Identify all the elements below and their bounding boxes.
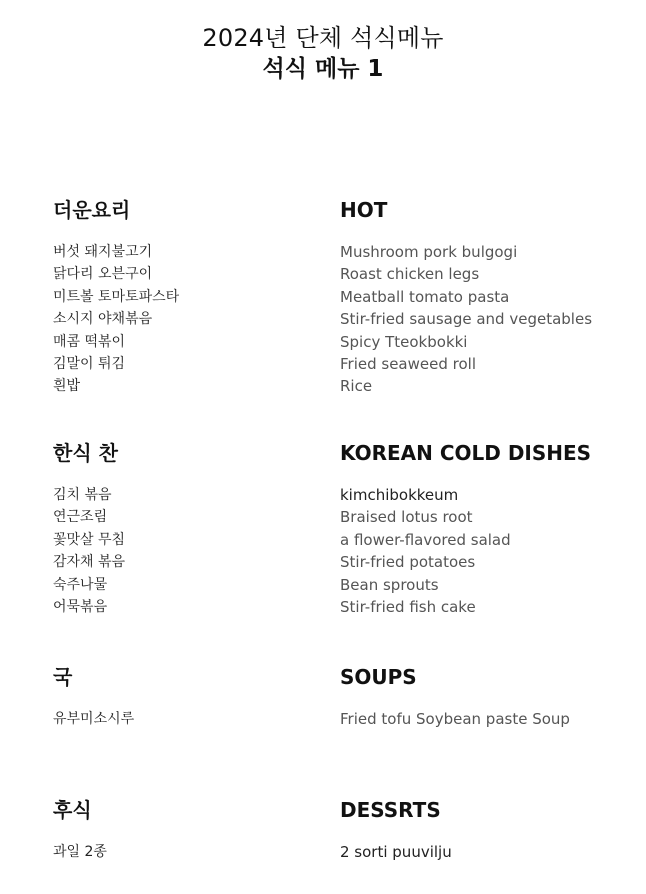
menu-item-en: Stir-fried fish cake [340,598,476,617]
item-list-en [340,484,640,618]
section-title-en: DESSRTS [340,798,441,822]
menu-item-ko: 미트볼 토마토파스타 [53,288,180,305]
english-column [340,197,640,398]
page-title: 2024년 단체 석식메뉴 [202,24,444,52]
menu-item-en: Rice [340,377,373,396]
menu-item-ko: 감자채 볶음 [53,554,126,571]
menu-item-ko: 김치 볶음 [53,487,112,503]
menu-item-ko: 닭다리 오븐구이 [53,266,153,283]
menu-item-en: kimchibokkeum [340,486,459,504]
menu-item-en: Spicy Tteokbokki [340,332,468,351]
item-list-en [340,841,640,863]
menu-item-en: Meatball tomato pasta [340,287,510,306]
menu-item-ko: 어묵볶음 [53,599,108,616]
menu-item-en: Mushroom pork bulgogi [340,243,518,261]
menu-item-ko: 버섯 돼지불고기 [53,244,153,260]
menu-item-en: Braised lotus root [340,508,473,527]
section-title-en: KOREAN COLD DISHES [340,441,592,465]
menu-item-en: Roast chicken legs [340,265,480,284]
menu-item-ko: 김말이 튀김 [53,356,126,373]
menu-item-ko: 소시지 야채볶음 [53,311,153,328]
section-title-ko: 한식 찬 [53,441,118,465]
item-list-ko [53,241,313,398]
korean-column [53,440,313,618]
korean-column [53,797,313,863]
menu-item-en: Fried seaweed roll [340,355,476,374]
menu-item-ko: 연근조림 [53,509,108,526]
english-column [340,797,640,863]
item-list-ko [53,708,313,730]
menu-item-ko: 매콤 떡볶이 [53,333,126,350]
item-list-ko [53,841,313,863]
item-list-en [340,241,640,398]
menu-item-ko: 유부미소시루 [53,711,135,727]
menu-item-ko: 과일 2종 [53,844,107,860]
menu-item-en: Stir-fried sausage and vegetables [340,310,593,329]
menu-item-en: Bean sprouts [340,575,439,594]
section-title-en: HOT [340,198,388,222]
menu-header [0,22,646,84]
menu-item-ko: 숙주나물 [53,576,108,593]
korean-column [53,197,313,398]
menu-item-ko: 꽃맛살 무침 [53,531,126,548]
korean-column [53,664,313,730]
menu-item-en: 2 sorti puuvilju [340,843,452,861]
section-title-ko: 더운요리 [53,198,131,222]
english-column [340,664,640,730]
item-list-ko [53,484,313,618]
section-title-ko: 국 [53,665,73,689]
section-title-en: SOUPS [340,665,417,689]
section-title-ko: 후식 [53,798,92,822]
menu-item-en: a flower-flavored salad [340,530,511,549]
item-list-en [340,708,640,730]
menu-item-en: Stir-fried potatoes [340,553,476,572]
page-subtitle: 석식 메뉴 1 [262,56,384,82]
english-column [340,440,640,618]
menu-item-en: Fried tofu Soybean paste Soup [340,710,570,728]
menu-item-ko: 흰밥 [53,378,81,395]
